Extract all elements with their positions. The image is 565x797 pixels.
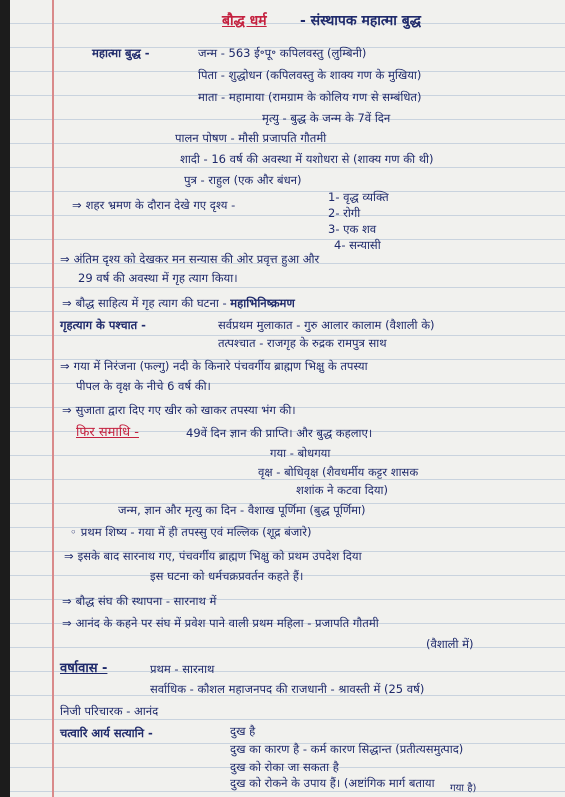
gaya-line-2: पीपल के वृक्ष के नीचे 6 वर्ष की। bbox=[76, 379, 211, 393]
truth-3: दुख को रोका जा सकता है bbox=[230, 760, 339, 774]
rainy-retreat-most: सर्वाधिक - कौशल महाजनपद की राजधानी - श्रावस्ती में (25 वर्ष) bbox=[150, 682, 425, 696]
birth-line: जन्म - 563 ई॰पू॰ कपिलवस्तु (लुम्बिनी) bbox=[198, 46, 367, 60]
first-disciples-line: ◦ प्रथम शिष्य - गया में ही तपस्सु एवं मल्लिक (शूद्र बंजारे) bbox=[70, 525, 312, 539]
upbringing-line: पालन पोषण - मौसी प्रजापति गौतमी bbox=[175, 131, 327, 145]
page-subtitle: - संस्थापक महात्मा बुद्ध bbox=[300, 13, 421, 29]
samadhi-label: फिर समाधि - bbox=[76, 425, 139, 440]
arrow-icon: ⇒ bbox=[62, 296, 72, 310]
great-departure-term: महाभिनिष्क्रमण bbox=[230, 296, 295, 310]
truth-4-cont: गया है) bbox=[450, 783, 477, 794]
truth-4: दुख को रोकने के उपाय हैं। (अष्टांगिक मार्ग बताया bbox=[230, 776, 435, 790]
attendant-line: निजी परिचारक - आनंद bbox=[60, 704, 159, 718]
sarnath-line-1: ⇒ इसके बाद सारनाथ गए, पंचवर्गीय ब्राह्मण भिक्षु को प्रथम उपदेश दिया bbox=[64, 549, 362, 563]
buddha-purnima-line: जन्म, ज्ञान और मृत्यु का दिन - वैशाख पूर्णिमा (बुद्ध पूर्णिमा) bbox=[118, 503, 366, 517]
arrow-icon: ⇒ bbox=[64, 549, 74, 563]
marriage-line: शादी - 16 वर्ष की अवस्था में यशोधरा से (शाक्य गण की थी) bbox=[180, 152, 434, 166]
truth-2: दुख का कारण है - कर्म कारण सिद्धान्त (प्रतीत्यसमुत्पाद) bbox=[230, 742, 464, 756]
mother-line: माता - महामाया (रामग्राम के कोलिय गण से सम्बंधित) bbox=[198, 90, 422, 104]
second-teacher-line: तत्पश्चात - राजगृह के रुद्रक रामपुत्र साथ bbox=[218, 336, 387, 350]
sangha-line: ⇒ बौद्ध संघ की स्थापना - सारनाथ में bbox=[62, 594, 217, 608]
sight-item: 1- वृद्ध व्यक्ति bbox=[328, 190, 389, 204]
first-woman-line: ⇒ आनंद के कहने पर संघ में प्रवेश पाने वाली प्रथम महिला - प्रजापति गौतमी bbox=[62, 616, 379, 630]
sight-item: 2- रोगी bbox=[328, 206, 361, 220]
arrow-icon: ⇒ bbox=[60, 252, 70, 266]
margin-line bbox=[52, 0, 54, 797]
rainy-retreat-label: वर्षावास - bbox=[60, 661, 108, 676]
tree-line: वृक्ष - बोधिवृक्ष (शैवधर्मीय कट्टर शासक bbox=[258, 465, 419, 479]
sight-item: 3- एक शव bbox=[328, 222, 377, 236]
arrow-icon: ⇒ bbox=[62, 616, 72, 630]
truth-1: दुख है bbox=[230, 724, 256, 738]
after-renunciation-label: गृहत्याग के पश्चात - bbox=[60, 318, 146, 332]
rainy-retreat-first: प्रथम - सारनाथ bbox=[150, 662, 215, 676]
first-teacher-line: सर्वप्रथम मुलाकात - गुरु आलार कालाम (वैशाली के) bbox=[218, 318, 435, 332]
father-line: पिता - शुद्धोधन (कपिलवस्तु के शाक्य गण के मुखिया) bbox=[198, 68, 422, 82]
page-title: बौद्ध धर्म bbox=[222, 13, 267, 29]
arrow-icon: ⇒ bbox=[62, 403, 72, 417]
sights-label: ⇒ शहर भ्रमण के दौरान देखे गए दृश्य - bbox=[72, 198, 236, 212]
buddha-label: महात्मा बुद्ध - bbox=[92, 46, 150, 60]
tree-line-2: शशांक ने कटवा दिया) bbox=[296, 483, 389, 497]
bullet-icon: ◦ bbox=[70, 525, 77, 539]
gaya-line-1: ⇒ गया में निरंजना (फल्गु) नदी के किनारे पंचवर्गीय ब्राह्मण भिक्षु के तपस्या bbox=[60, 359, 368, 373]
renunciation-line-2: 29 वर्ष की अवस्था में गृह त्याग किया। bbox=[78, 271, 238, 285]
place-line: गया - बोधगया bbox=[270, 446, 331, 460]
arrow-icon: ⇒ bbox=[62, 594, 72, 608]
first-woman-place: (वैशाली में) bbox=[426, 637, 474, 651]
renunciation-line-1: ⇒ अंतिम दृश्य को देखकर मन सन्यास की ओर प्रवृत्त हुआ और bbox=[60, 252, 320, 266]
noble-truths-label: चत्वारि आर्य सत्यानि - bbox=[60, 726, 153, 740]
sujata-line: ⇒ सुजाता द्वारा दिए गए खीर को खाकर तपस्या भंग की। bbox=[62, 403, 296, 417]
enlightenment-line: 49वें दिन ज्ञान की प्राप्ति। और बुद्ध कहलाए। bbox=[186, 426, 373, 440]
arrow-icon: ⇒ bbox=[72, 198, 82, 212]
great-departure-line: ⇒ बौद्ध साहित्य में गृह त्याग की घटना - महाभिनिष्क्रमण bbox=[62, 296, 295, 310]
arrow-icon: ⇒ bbox=[60, 359, 70, 373]
notebook-binding bbox=[0, 0, 10, 797]
sight-item: 4- सन्यासी bbox=[334, 238, 381, 252]
son-line: पुत्र - राहुल (एक और बंधन) bbox=[184, 173, 302, 187]
mother-death-line: मृत्यु - बुद्ध के जन्म के 7वें दिन bbox=[262, 111, 391, 125]
sarnath-line-2: इस घटना को धर्मचक्रप्रवर्तन कहते हैं। bbox=[150, 569, 304, 583]
